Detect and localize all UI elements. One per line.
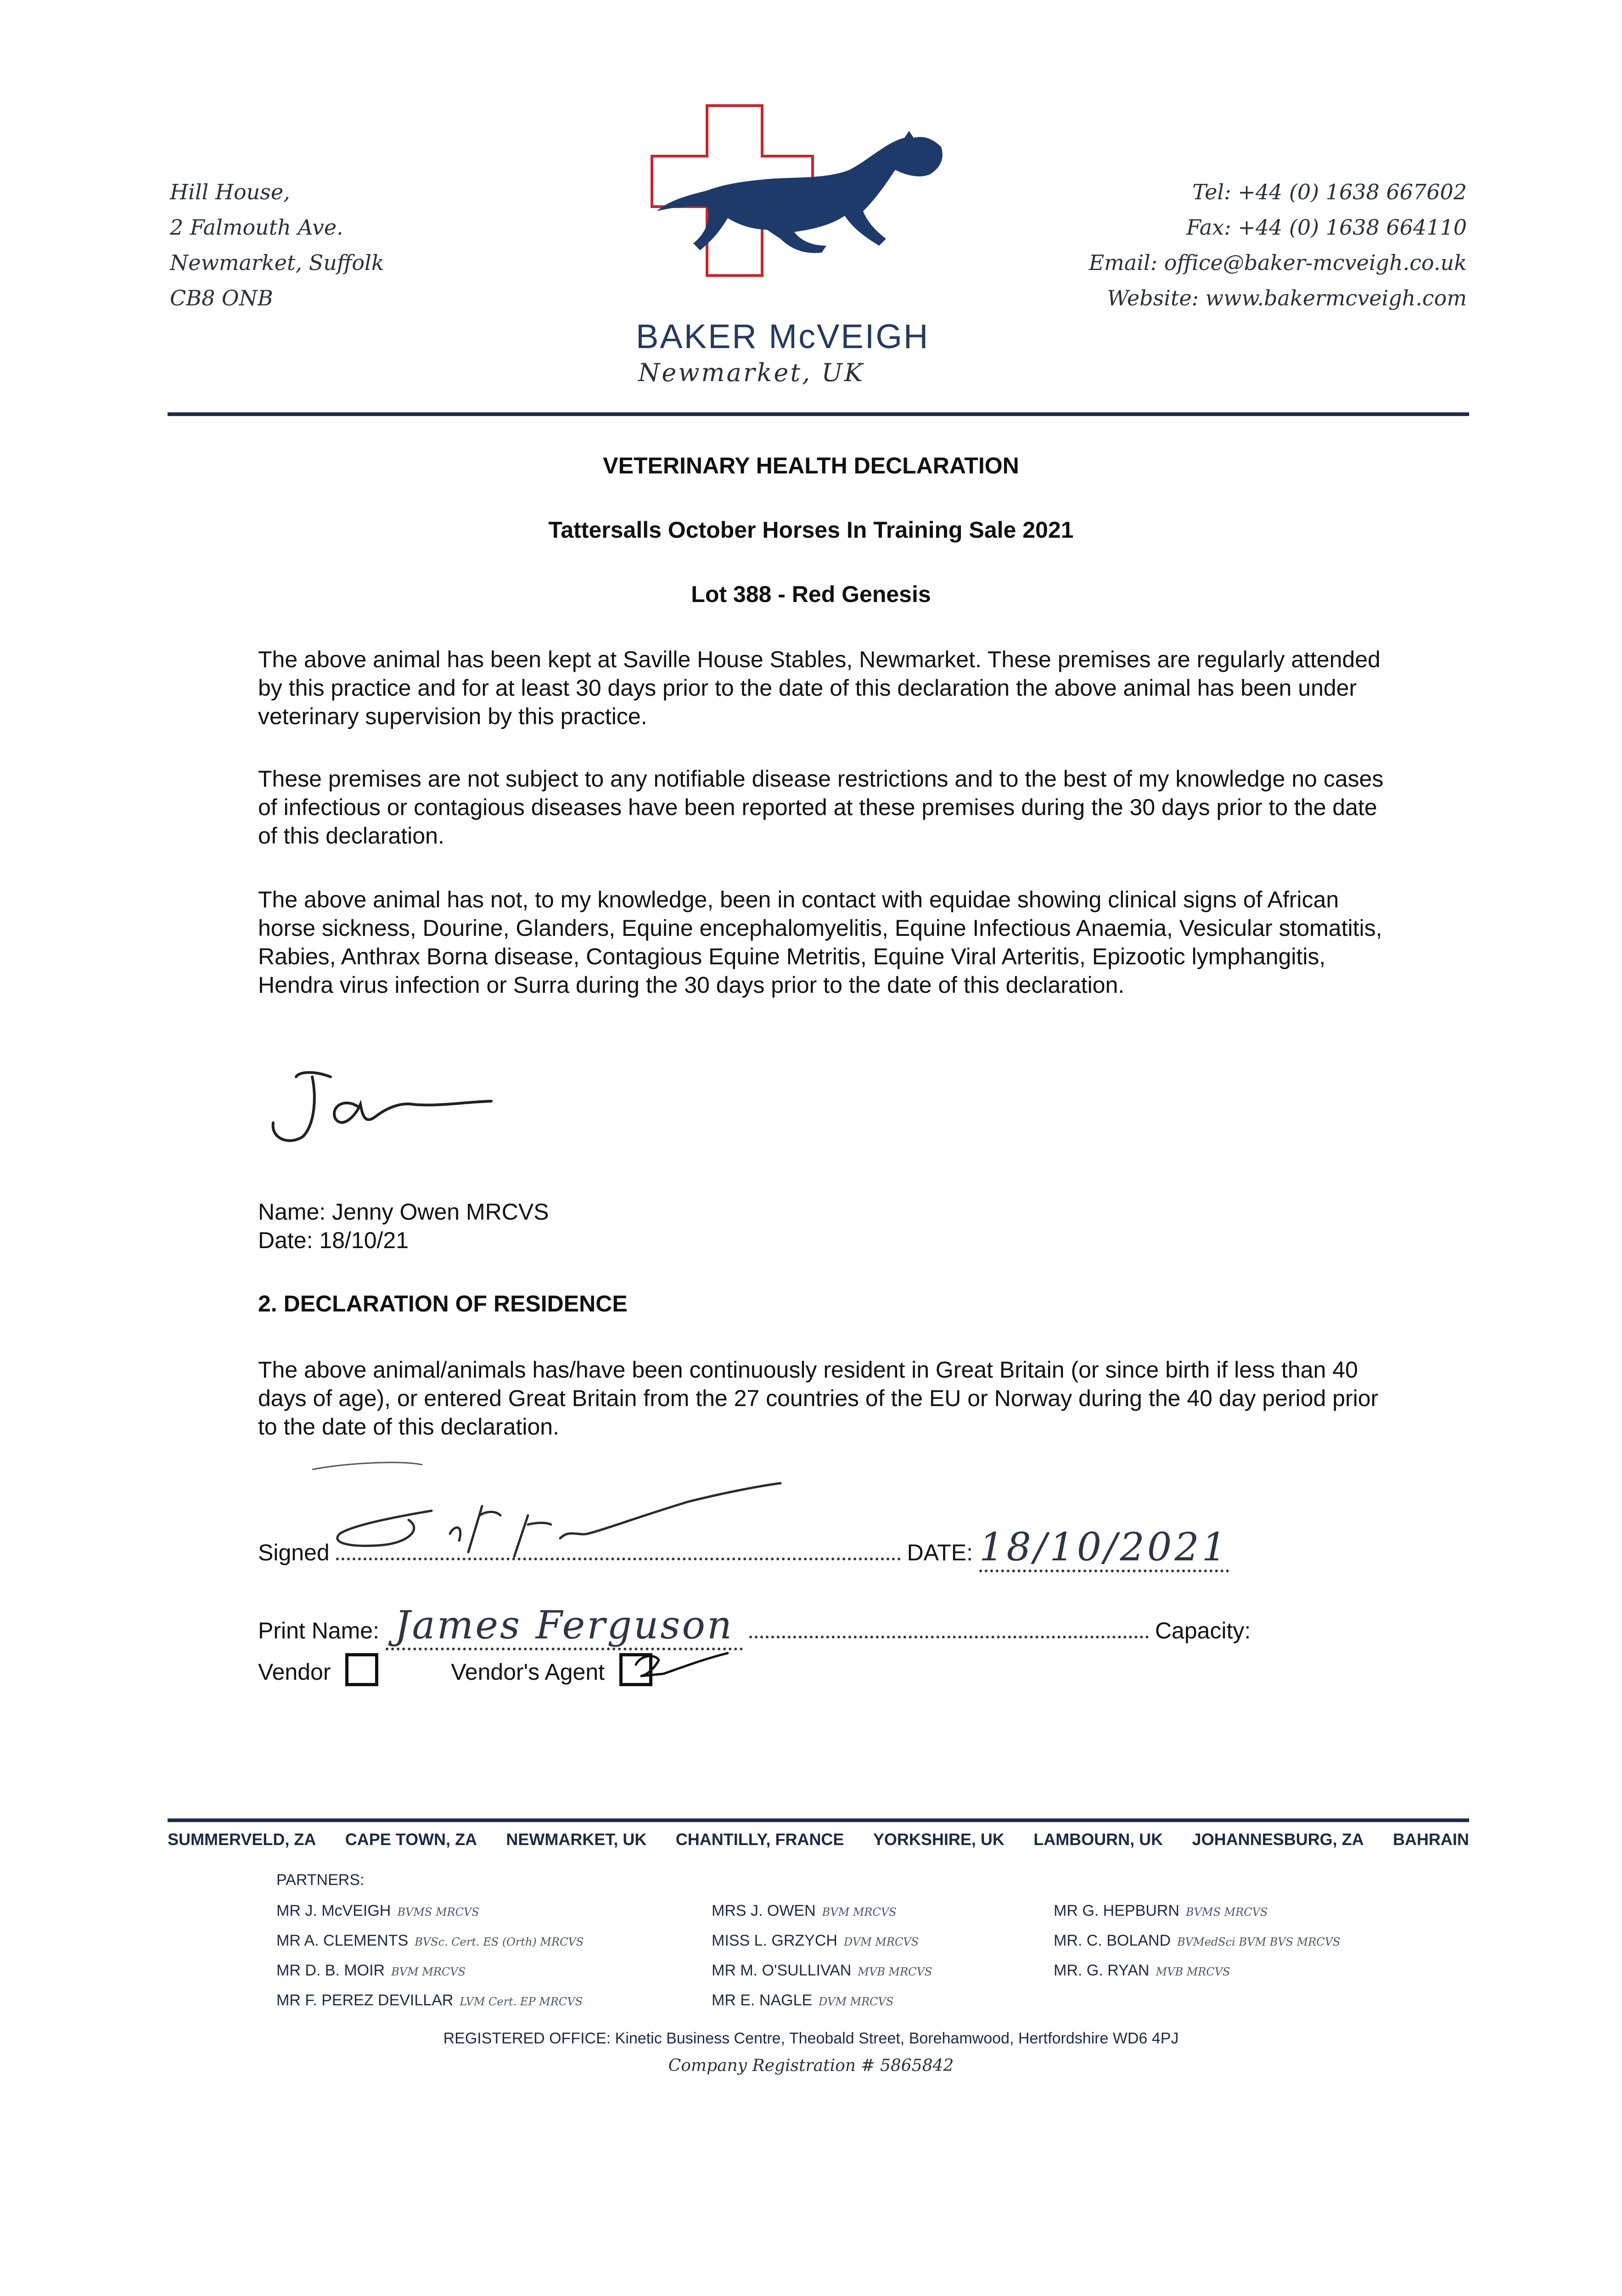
partner-entry <box>1054 1956 1340 1986</box>
partner-name: MISS L. GRZYCH <box>712 1932 837 1949</box>
galloping-horse-icon <box>657 131 943 253</box>
partner-name: MR A. CLEMENTS <box>276 1932 409 1949</box>
paragraph-restrictions: These premises are not subject to any notifiable disease restrictions and to the best of my knowledge no cases of infectious or contagious diseases have been reported at these premises during the 30 days prior to the date of this declaration. <box>258 766 1384 849</box>
partner-qualification: BVM MRCVS <box>822 1906 897 1919</box>
partner-name: MR F. PEREZ DEVILLAR <box>276 1992 454 2009</box>
brand-location: Newmarket, UK <box>638 358 865 387</box>
partner-qualification: BVSc. Cert. ES (Orth) MRCVS <box>415 1936 584 1948</box>
brand-name: BAKER McVEIGH <box>636 317 930 355</box>
partner-qualification: BVMS MRCVS <box>397 1906 479 1919</box>
partner-entry <box>712 1956 932 1986</box>
residence-heading: 2. DECLARATION OF RESIDENCE <box>258 1291 628 1317</box>
vet-date: Date: 18/10/21 <box>258 1227 409 1253</box>
lot-title: Lot 388 - Red Genesis <box>691 581 931 607</box>
partner-name: MR. C. BOLAND <box>1054 1932 1171 1949</box>
partner-qualification: DVM MRCVS <box>819 1995 894 2008</box>
address-line: Hill House, <box>170 180 290 204</box>
address-line: 2 Falmouth Ave. <box>170 215 343 240</box>
capacity-label: Capacity: <box>1155 1618 1251 1643</box>
partner-qualification: LVM Cert. EP MRCVS <box>460 1995 583 2008</box>
header-divider <box>168 412 1469 416</box>
partner-name: MRS J. OWEN <box>712 1902 816 1919</box>
partner-name: MR E. NAGLE <box>712 1992 813 2009</box>
company-registration: Company Registration # 5865842 <box>668 2056 954 2075</box>
print-name-value[interactable]: James Ferguson <box>386 1603 743 1650</box>
checkmark-icon <box>627 1632 737 1683</box>
partner-name: MR D. B. MOIR <box>276 1962 385 1979</box>
location-item: LAMBOURN, UK <box>1033 1830 1163 1849</box>
residence-paragraph: The above animal/animals has/have been continuously resident in Great Britain (or since birth if less than 40 days of age), or entered Great Britain from the 27 countries of the EU or Norway during the 40 day period prior to the date of this declaration. <box>258 1357 1379 1440</box>
partner-entry <box>276 1926 584 1956</box>
partner-qualification: BVM MRCVS <box>391 1965 466 1978</box>
partner-name: MR M. O'SULLIVAN <box>712 1962 852 1979</box>
partner-qualification: DVM MRCVS <box>843 1936 919 1948</box>
location-item: CAPE TOWN, ZA <box>345 1830 477 1849</box>
partner-entry <box>276 1896 584 1926</box>
partner-entry <box>712 1986 932 2016</box>
address-line: CB8 ONB <box>170 286 273 310</box>
vendor-agent-label: Vendor's Agent <box>451 1659 605 1685</box>
contact-email: Email: office@baker-mcveigh.co.uk <box>1089 250 1467 275</box>
partners-column-3 <box>1054 1896 1340 1986</box>
vendor-label: Vendor <box>258 1659 331 1685</box>
paragraph-contact-diseases: The above animal has not, to my knowledge, been in contact with equidae showing clinical signs of African horse sickness, Dourine, Glanders, Equine encephalomyelitis, Equine Infectious Anaemia, Vesicular stomatitis, Rabies, Anthrax Borna disease, Contagious Equine Metritis, Equine Viral Arteritis, Epizootic lymphangitis, Hendra virus infection or Surra during the 30 days prior to the date of this declaration. <box>258 887 1382 998</box>
contact-fax: Fax: +44 (0) 1638 664110 <box>1186 215 1467 240</box>
location-item: YORKSHIRE, UK <box>873 1830 1005 1849</box>
contact-website: Website: www.bakermcveigh.com <box>1107 286 1467 310</box>
vendor-signature <box>312 1460 794 1566</box>
location-item: SUMMERVELD, ZA <box>168 1830 316 1849</box>
date-value[interactable]: 18/10/2021 <box>979 1525 1229 1572</box>
print-name-label: Print Name: <box>258 1618 379 1643</box>
partner-qualification: BVMedSci BVM BVS MRCVS <box>1177 1936 1341 1948</box>
capacity-options <box>258 1653 652 1686</box>
partner-qualification: BVMS MRCVS <box>1185 1906 1268 1919</box>
address-line: Newmarket, Suffolk <box>170 250 384 275</box>
signed-label: Signed <box>258 1540 330 1565</box>
partner-entry <box>712 1926 932 1956</box>
location-item: CHANTILLY, FRANCE <box>675 1830 844 1849</box>
footer-divider <box>168 1818 1469 1822</box>
partner-name: MR. G. RYAN <box>1054 1962 1150 1979</box>
partners-label: PARTNERS: <box>276 1871 365 1889</box>
company-address <box>170 174 384 316</box>
partner-entry <box>276 1986 584 2016</box>
sale-title: Tattersalls October Horses In Training Sale 2021 <box>548 517 1074 543</box>
location-item: BAHRAIN <box>1392 1830 1469 1849</box>
partner-entry <box>712 1896 932 1926</box>
partner-name: MR J. McVEIGH <box>276 1902 391 1919</box>
registered-office: REGISTERED OFFICE: Kinetic Business Centre, Theobald Street, Borehamwood, Hertfordshire WD6 4PJ <box>443 2030 1179 2047</box>
partner-name: MR G. HEPBURN <box>1054 1902 1179 1919</box>
print-name-line <box>749 1636 1149 1638</box>
location-item: JOHANNESBURG, ZA <box>1192 1830 1364 1849</box>
partner-qualification: MVB MRCVS <box>1156 1965 1230 1978</box>
partner-entry <box>1054 1926 1340 1956</box>
vet-name: Name: Jenny Owen MRCVS <box>258 1199 549 1225</box>
partners-column-1 <box>276 1896 584 2016</box>
partner-entry <box>276 1956 584 1986</box>
vet-signature <box>262 1056 519 1157</box>
vendor-checkbox[interactable] <box>345 1653 378 1686</box>
office-locations <box>168 1830 1469 1849</box>
partners-column-2 <box>712 1896 932 2016</box>
company-contact <box>1089 174 1467 316</box>
location-item: NEWMARKET, UK <box>506 1830 647 1849</box>
partner-entry <box>1054 1896 1340 1926</box>
contact-phone: Tel: +44 (0) 1638 667602 <box>1192 180 1467 204</box>
document-title: VETERINARY HEALTH DECLARATION <box>603 453 1019 478</box>
paragraph-premises: The above animal has been kept at Saville House Stables, Newmarket. These premises are regularly attended by this practice and for at least 30 days prior to the date of this declaration the above animal has been under veterinary supervision by this practice. <box>258 647 1381 729</box>
partner-qualification: MVB MRCVS <box>858 1965 932 1978</box>
baker-mcveigh-logo <box>629 92 978 331</box>
date-label: DATE: <box>907 1540 973 1565</box>
print-name-row <box>258 1603 1251 1648</box>
